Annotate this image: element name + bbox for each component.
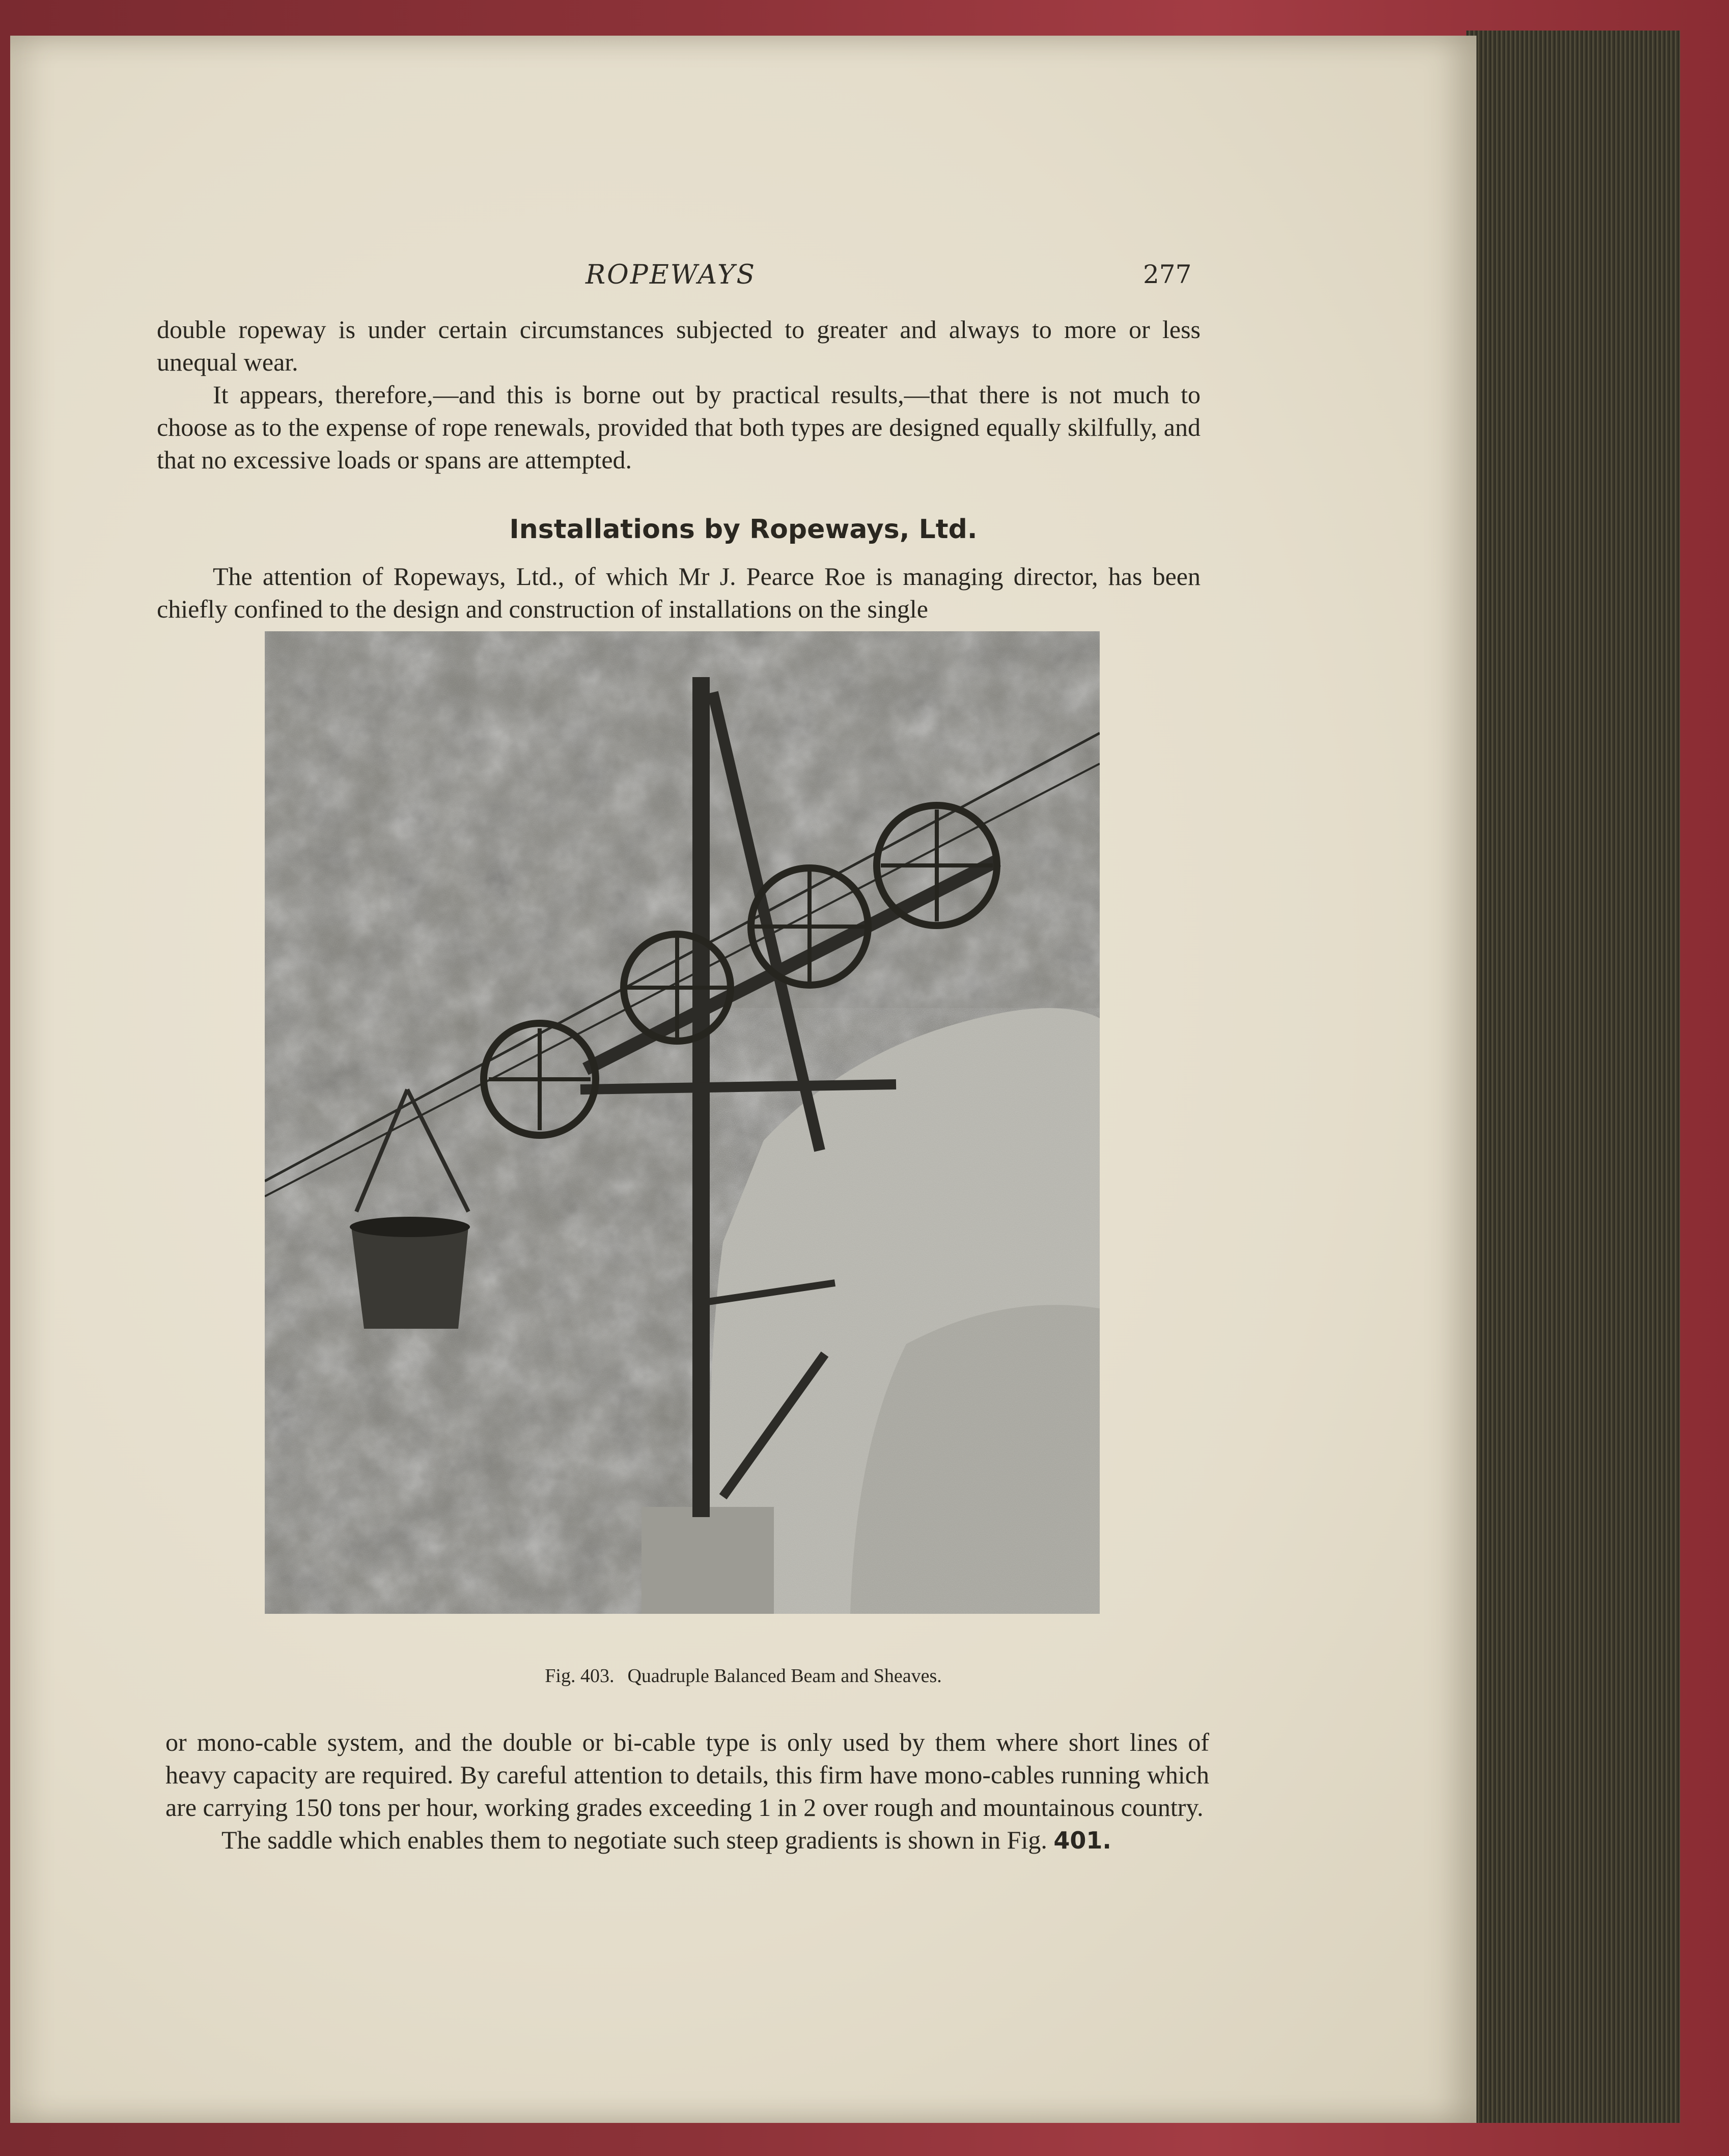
body-text-top xyxy=(157,313,1201,476)
paragraph: or mono-cable system, and the double or bi-cable type is only used by them where short lines of heavy capacity are required. By careful attention to details, this firm have mono-cables running which are carrying 150 tons per hour, working grades exceeding 1 in 2 over rough and mountainous country. xyxy=(165,1728,1209,1822)
figure-reference: 401. xyxy=(1053,1827,1111,1854)
running-title: ROPEWAYS xyxy=(585,260,756,290)
ropeway-photo-illustration xyxy=(265,631,1100,1614)
figure-photograph xyxy=(265,631,1100,1614)
paragraph-text: The saddle which enables them to negotiate such steep gradients is shown in Fig. xyxy=(221,1826,1047,1854)
figure-caption xyxy=(10,1665,1476,1687)
figure-number: Fig. 403. xyxy=(545,1665,615,1687)
body-text-mid xyxy=(157,560,1201,625)
paragraph: It appears, therefore,—and this is borne out by practical results,—that there is not much to choose as to the expense of rope renewals, provided that both types are designed equally skilfully, and that no excessive loads or spans are attempted. xyxy=(157,380,1201,474)
paragraph: The attention of Ropeways, Ltd., of which Mr J. Pearce Roe is managing director, has been chiefly confined to the design and construction of installations on the single xyxy=(157,562,1201,623)
figure-caption-text: Quadruple Balanced Beam and Sheaves. xyxy=(627,1665,942,1687)
page-edges xyxy=(1466,31,1680,2123)
body-text-bottom xyxy=(165,1726,1209,1857)
paragraph xyxy=(165,1824,1209,1857)
paragraph: double ropeway is under certain circumstances subjected to greater and always to more or less unequal wear. xyxy=(157,315,1201,376)
section-heading: Installations by Ropeways, Ltd. xyxy=(509,514,978,545)
running-head xyxy=(10,260,1476,295)
page-number: 277 xyxy=(1143,260,1192,289)
book-page xyxy=(10,36,1476,2123)
